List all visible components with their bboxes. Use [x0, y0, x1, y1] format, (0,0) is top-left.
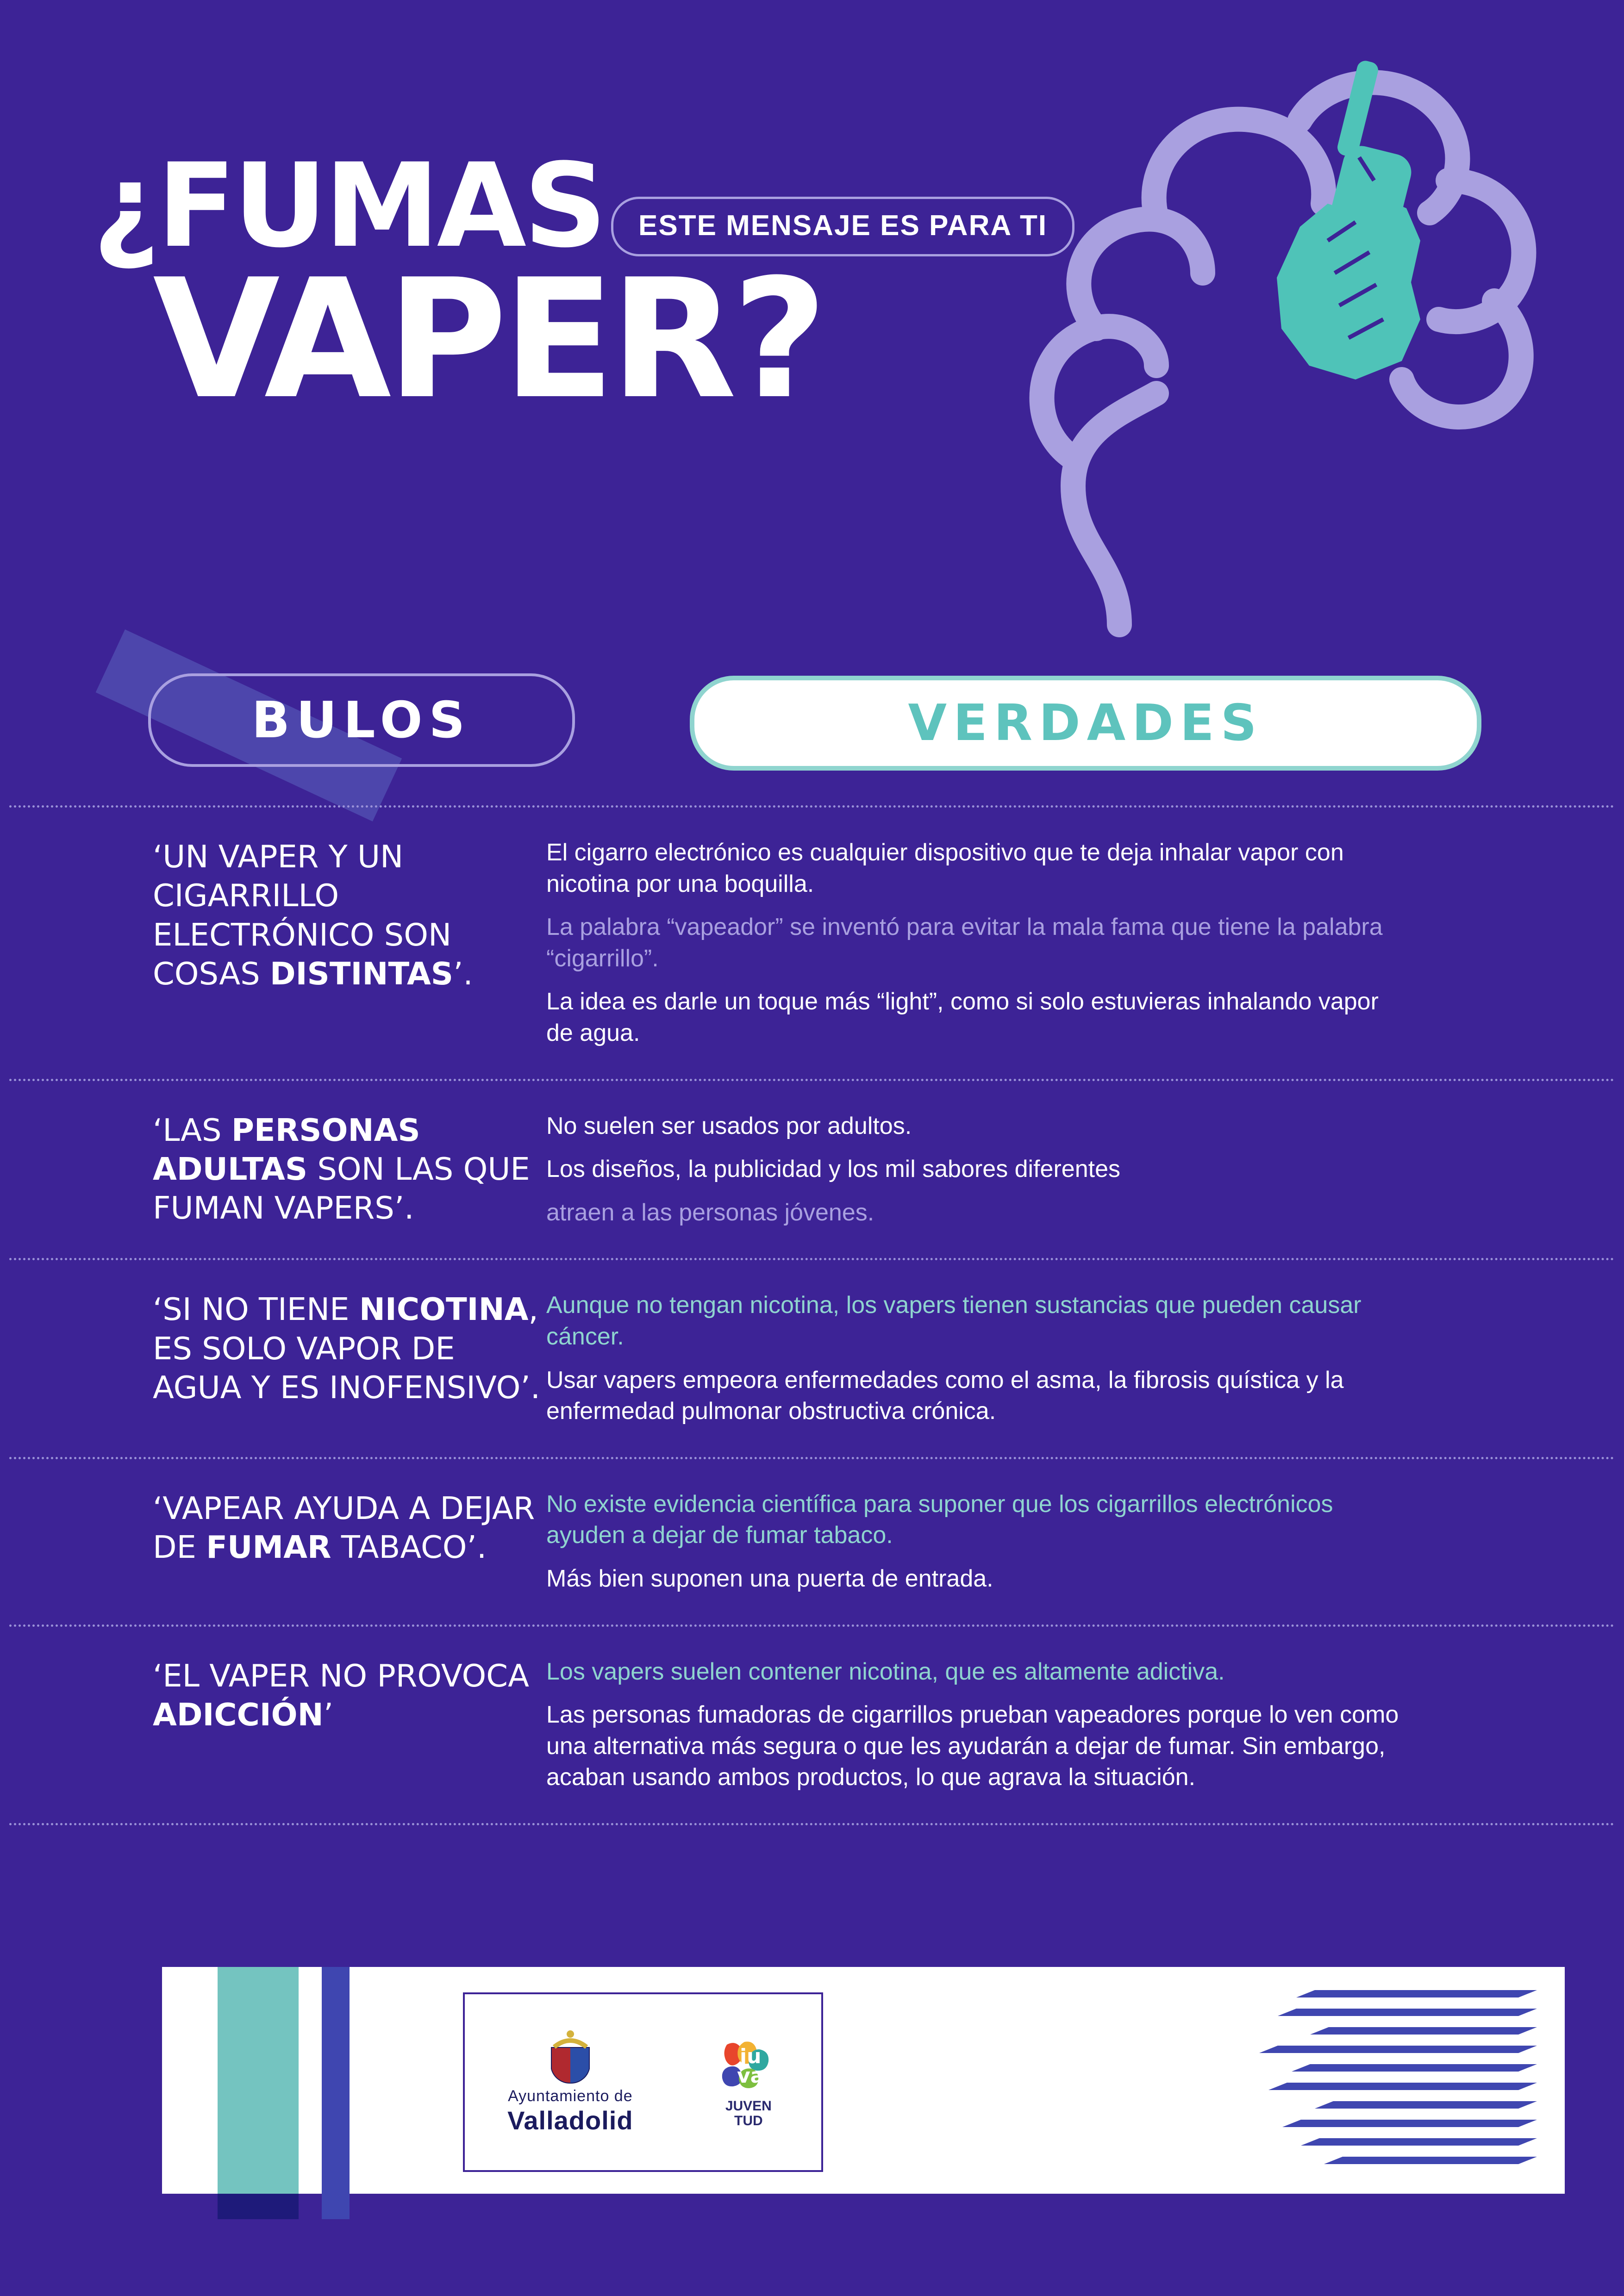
- bulo-text: ‘UN VAPER Y UN CIGARRILLO ELECTRÓNICO SON COSAS DISTINTAS’.: [153, 839, 473, 992]
- verdad-paragraph: No suelen ser usados por adultos.: [546, 1112, 912, 1139]
- speed-lines-decoration: [1222, 1985, 1546, 2178]
- juventud-line2: TUD: [734, 2113, 763, 2128]
- valladolid-crest-icon: [538, 2029, 603, 2085]
- column-header-verdades: [690, 676, 1481, 771]
- bulo-text: ‘EL VAPER NO PROVOCA ADICCIÓN’: [153, 1657, 529, 1733]
- table-row: [0, 1627, 1624, 1823]
- bulo-cell: [0, 1489, 546, 1567]
- myths-facts-table: [0, 805, 1624, 1825]
- table-row: [0, 1081, 1624, 1258]
- juventud-mark-icon: [718, 2036, 779, 2097]
- juventud-line1: JUVEN: [725, 2098, 772, 2114]
- hand-holding-vape-icon: [1004, 42, 1582, 666]
- verdad-paragraph: Usar vapers empeora enfermedades como el asma, la fibrosis quística y la enfermedad pulmonar obstructiva crónica.: [546, 1366, 1344, 1425]
- verdad-paragraph: La idea es darle un toque más “light”, como si solo estuvieras inhalando vapor de agua.: [546, 988, 1379, 1046]
- verdad-cell: [546, 1290, 1565, 1427]
- message-badge: ESTE MENSAJE ES PARA TI: [611, 197, 1074, 256]
- table-row: [0, 1459, 1624, 1624]
- valladolid-line2: Valladolid: [507, 2105, 633, 2135]
- title-line-1: ¿FUMAS: [93, 138, 605, 273]
- valladolid-line1: Ayuntamiento de: [508, 2087, 633, 2105]
- verdad-paragraph: Los diseños, la publicidad y los mil sabores diferentes: [546, 1156, 1121, 1183]
- poster-title: [93, 138, 1111, 435]
- bulo-text: ‘SI NO TIENE NICOTINA, ES SOLO VAPOR DE AGUA Y ES INOFENSIVO’.: [153, 1291, 541, 1406]
- footer-under-accent-teal: [218, 2194, 299, 2219]
- valladolid-logo: [507, 2029, 633, 2135]
- verdad-paragraph: El cigarro electrónico es cualquier dispositivo que te deja inhalar vapor con nicotina por una boquilla.: [546, 839, 1344, 897]
- verdad-paragraph: No existe evidencia científica para suponer que los cigarrillos electrónicos ayuden a dejar de fumar tabaco.: [546, 1490, 1333, 1549]
- table-row: [0, 808, 1624, 1079]
- juventud-logo: [718, 2036, 779, 2128]
- logo-group: [463, 1992, 823, 2172]
- bulo-cell: [0, 1290, 546, 1407]
- column-header-bulos: [148, 673, 575, 767]
- bulo-cell: [0, 837, 546, 994]
- verdad-cell: [546, 1489, 1565, 1595]
- footer-under-accent-blue: [322, 2194, 350, 2219]
- svg-text:va: va: [737, 2064, 764, 2088]
- bulo-cell: [0, 1111, 546, 1228]
- title-line-2: VAPER?: [153, 243, 823, 435]
- verdad-cell: [546, 1656, 1565, 1793]
- verdad-paragraph: La palabra “vapeador” se inventó para evitar la mala fama que tiene la palabra “cigarrillo”.: [546, 914, 1383, 972]
- bulo-text: ‘LAS PERSONAS ADULTAS SON LAS QUE FUMAN VAPERS’.: [153, 1112, 530, 1226]
- footer-bar: [162, 1967, 1565, 2194]
- column-header-verdades-label: VERDADES: [908, 694, 1263, 752]
- verdad-paragraph: Más bien suponen una puerta de entrada.: [546, 1565, 993, 1592]
- verdad-paragraph: Los vapers suelen contener nicotina, que es altamente adictiva.: [546, 1658, 1225, 1685]
- verdad-paragraph: Las personas fumadoras de cigarrillos prueban vapeadores porque lo ven como una alternativa más segura o que les ayudarán a dejar de fumar. Sin embargo, acaban usando ambos productos, lo que agrava la situación.: [546, 1701, 1399, 1791]
- bulo-text: ‘VAPEAR AYUDA A DEJAR DE FUMAR TABACO’.: [153, 1490, 535, 1566]
- verdad-paragraph: atraen a las personas jóvenes.: [546, 1199, 874, 1226]
- verdad-paragraph: Aunque no tengan nicotina, los vapers tienen sustancias que pueden causar cáncer.: [546, 1292, 1362, 1350]
- svg-text:ju: ju: [739, 2045, 762, 2068]
- verdad-cell: [546, 1111, 1565, 1229]
- bulo-cell: [0, 1656, 546, 1735]
- poster-header: [0, 0, 1624, 639]
- verdad-cell: [546, 837, 1565, 1049]
- footer-accent-teal: [218, 1967, 299, 2194]
- table-row: [0, 1260, 1624, 1456]
- row-divider: [9, 1823, 1615, 1825]
- footer-accent-blue: [322, 1967, 350, 2194]
- column-header-bulos-label: BULOS: [251, 691, 472, 749]
